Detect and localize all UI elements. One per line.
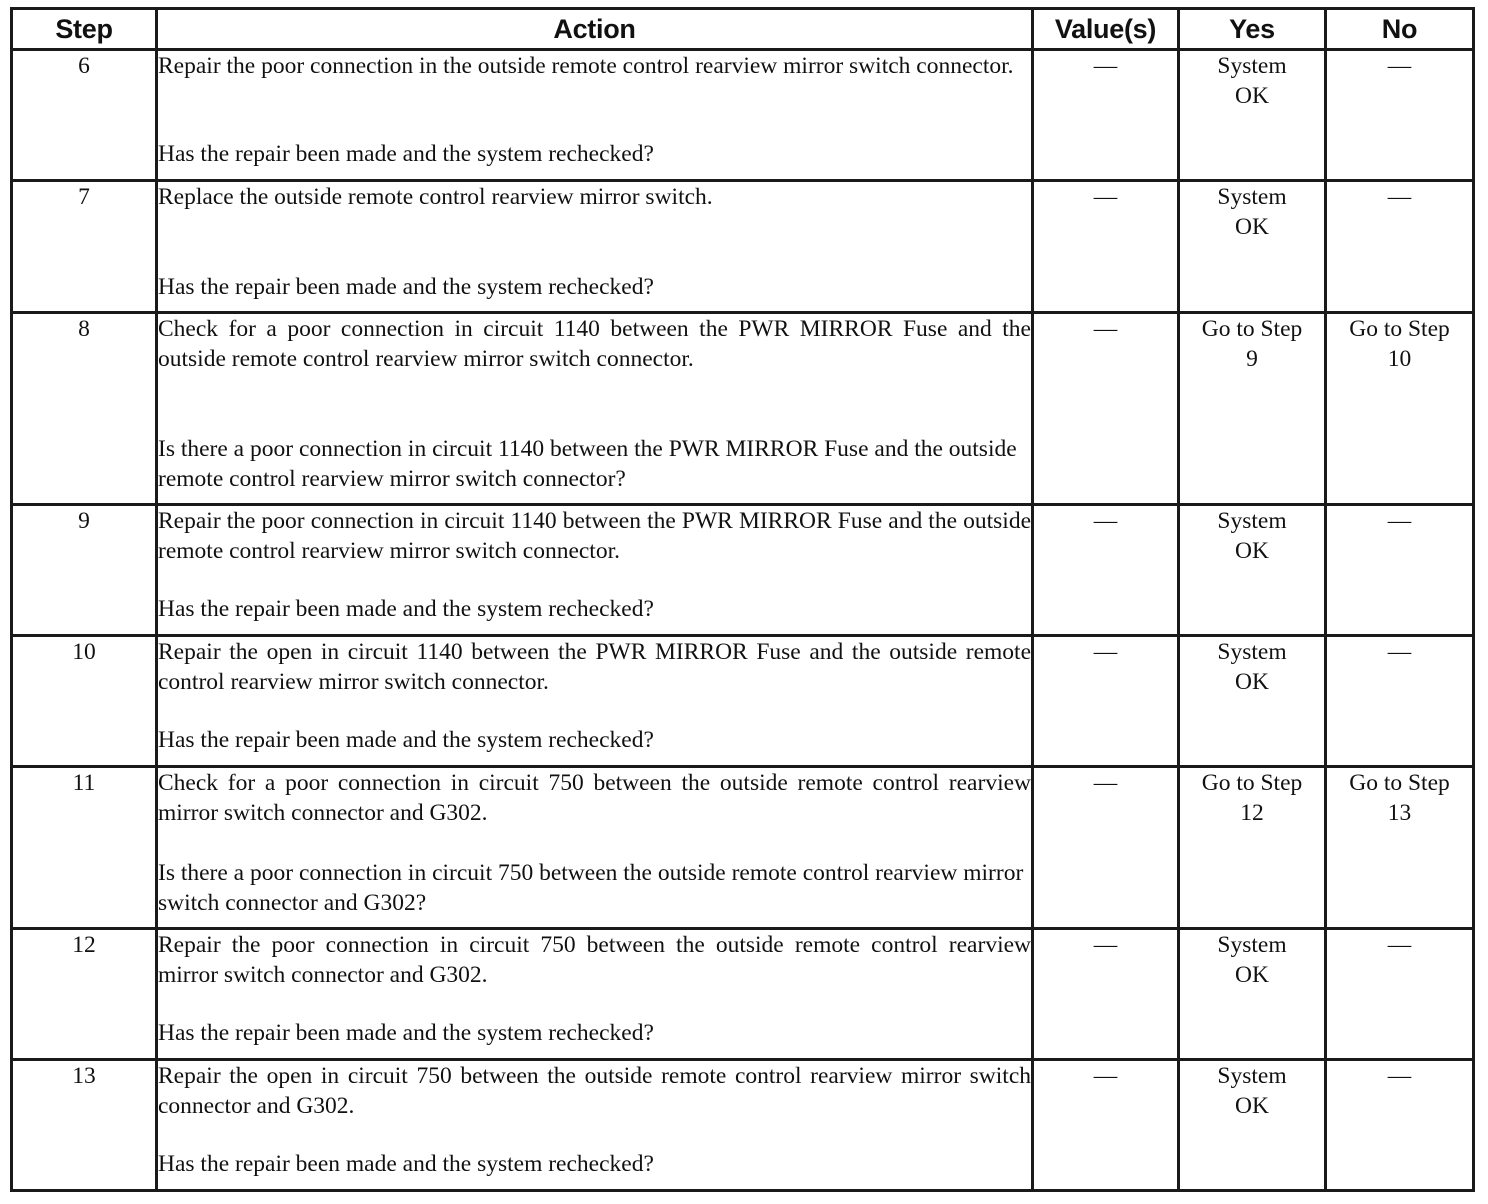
- action-text: Repair the poor connection in circuit 750 between the outside remote control rearview mirror switch connector and G302.: [158, 932, 1031, 988]
- yes-line-2: OK: [1235, 214, 1269, 240]
- step-number: 8: [12, 313, 157, 505]
- yes-line-2: 12: [1240, 800, 1264, 826]
- no-line-1: —: [1387, 639, 1412, 665]
- yes-cell: [1179, 50, 1326, 181]
- values-cell: —: [1033, 50, 1179, 181]
- yes-line-1: System: [1217, 508, 1287, 534]
- no-line-1: —: [1387, 1063, 1412, 1089]
- step-number: 9: [12, 505, 157, 636]
- no-line-1: —: [1387, 508, 1412, 534]
- header-values: Value(s): [1033, 9, 1179, 50]
- yes-line-2: OK: [1235, 669, 1269, 695]
- table-row: [12, 767, 1474, 929]
- header-step: Step: [12, 9, 157, 50]
- action-cell: [157, 181, 1033, 313]
- no-cell: [1326, 313, 1474, 505]
- yes-cell: [1179, 181, 1326, 313]
- yes-line-1: Go to Step: [1201, 316, 1303, 342]
- step-number: 13: [12, 1060, 157, 1191]
- action-cell: [157, 767, 1033, 929]
- yes-line-1: Go to Step: [1201, 770, 1303, 796]
- yes-line-1: System: [1217, 1063, 1287, 1089]
- action-question: Has the repair been made and the system rechecked?: [158, 274, 654, 300]
- diagnostic-table-sheet: [10, 7, 1472, 1192]
- no-line-1: Go to Step: [1349, 770, 1450, 796]
- no-cell: [1326, 50, 1474, 181]
- step-number: 10: [12, 636, 157, 767]
- step-number: 11: [12, 767, 157, 929]
- yes-cell: [1179, 1060, 1326, 1191]
- table-row: [12, 1060, 1474, 1191]
- action-cell: [157, 50, 1033, 181]
- no-line-1: —: [1387, 53, 1412, 79]
- action-cell: [157, 929, 1033, 1060]
- yes-line-1: System: [1217, 639, 1287, 665]
- no-line-2: 13: [1387, 800, 1412, 826]
- header-no: No: [1326, 9, 1474, 50]
- table-row: [12, 181, 1474, 313]
- header-action: Action: [157, 9, 1033, 50]
- action-text: Repair the open in circuit 750 between the outside remote control rearview mirror switch connector and G302.: [158, 1063, 1031, 1119]
- yes-line-1: System: [1217, 184, 1287, 210]
- action-question: Is there a poor connection in circuit 750 between the outside remote control rearview mirror switch connector and G302?: [158, 860, 1024, 916]
- values-cell: —: [1033, 636, 1179, 767]
- yes-cell: [1179, 767, 1326, 929]
- no-line-1: Go to Step: [1349, 316, 1450, 342]
- values-cell: —: [1033, 313, 1179, 505]
- action-question: Has the repair been made and the system rechecked?: [158, 1151, 654, 1177]
- yes-cell: [1179, 313, 1326, 505]
- header-row: [12, 9, 1474, 50]
- action-text: Repair the poor connection in the outside remote control rearview mirror switch connector.: [158, 53, 1014, 79]
- action-question: Has the repair been made and the system rechecked?: [158, 141, 654, 167]
- yes-line-1: System: [1217, 53, 1287, 79]
- step-number: 12: [12, 929, 157, 1060]
- step-number: 6: [12, 50, 157, 181]
- table-row: [12, 313, 1474, 505]
- values-cell: —: [1033, 505, 1179, 636]
- step-number: 7: [12, 181, 157, 313]
- action-question: Has the repair been made and the system rechecked?: [158, 727, 654, 753]
- table-row: [12, 636, 1474, 767]
- no-line-1: —: [1387, 184, 1412, 210]
- action-text: Repair the open in circuit 1140 between the PWR MIRROR Fuse and the outside remote control rearview mirror switch connector.: [158, 639, 1031, 695]
- action-cell: [157, 1060, 1033, 1191]
- action-cell: [157, 313, 1033, 505]
- values-cell: —: [1033, 767, 1179, 929]
- no-cell: [1326, 505, 1474, 636]
- no-cell: [1326, 1060, 1474, 1191]
- yes-line-2: OK: [1235, 83, 1269, 109]
- action-text: Check for a poor connection in circuit 1140 between the PWR MIRROR Fuse and the outside remote control rearview mirror switch connector.: [158, 316, 1031, 372]
- action-cell: [157, 636, 1033, 767]
- no-cell: [1326, 636, 1474, 767]
- diagnostic-table: [10, 7, 1475, 1192]
- values-cell: —: [1033, 181, 1179, 313]
- table-row: [12, 505, 1474, 636]
- yes-line-2: 9: [1246, 346, 1258, 372]
- yes-line-2: OK: [1235, 538, 1269, 564]
- action-question: Has the repair been made and the system rechecked?: [158, 596, 654, 622]
- yes-cell: [1179, 636, 1326, 767]
- values-cell: —: [1033, 1060, 1179, 1191]
- no-cell: [1326, 929, 1474, 1060]
- yes-line-1: System: [1217, 932, 1287, 958]
- yes-line-2: OK: [1235, 962, 1269, 988]
- action-text: Replace the outside remote control rearview mirror switch.: [158, 184, 713, 210]
- header-yes: Yes: [1179, 9, 1326, 50]
- table-row: [12, 929, 1474, 1060]
- values-cell: —: [1033, 929, 1179, 1060]
- no-cell: [1326, 181, 1474, 313]
- yes-cell: [1179, 505, 1326, 636]
- action-cell: [157, 505, 1033, 636]
- action-text: Check for a poor connection in circuit 750 between the outside remote control rearview mirror switch connector and G302.: [158, 770, 1031, 826]
- action-question: Has the repair been made and the system rechecked?: [158, 1020, 654, 1046]
- action-text: Repair the poor connection in circuit 1140 between the PWR MIRROR Fuse and the outside remote control rearview mirror switch connector.: [158, 508, 1031, 564]
- yes-cell: [1179, 929, 1326, 1060]
- no-line-1: —: [1387, 932, 1412, 958]
- action-question: Is there a poor connection in circuit 1140 between the PWR MIRROR Fuse and the outside remote control rearview mirror switch connector?: [158, 436, 1017, 492]
- table-row: [12, 50, 1474, 181]
- no-line-2: 10: [1387, 346, 1412, 372]
- no-cell: [1326, 767, 1474, 929]
- yes-line-2: OK: [1235, 1093, 1269, 1119]
